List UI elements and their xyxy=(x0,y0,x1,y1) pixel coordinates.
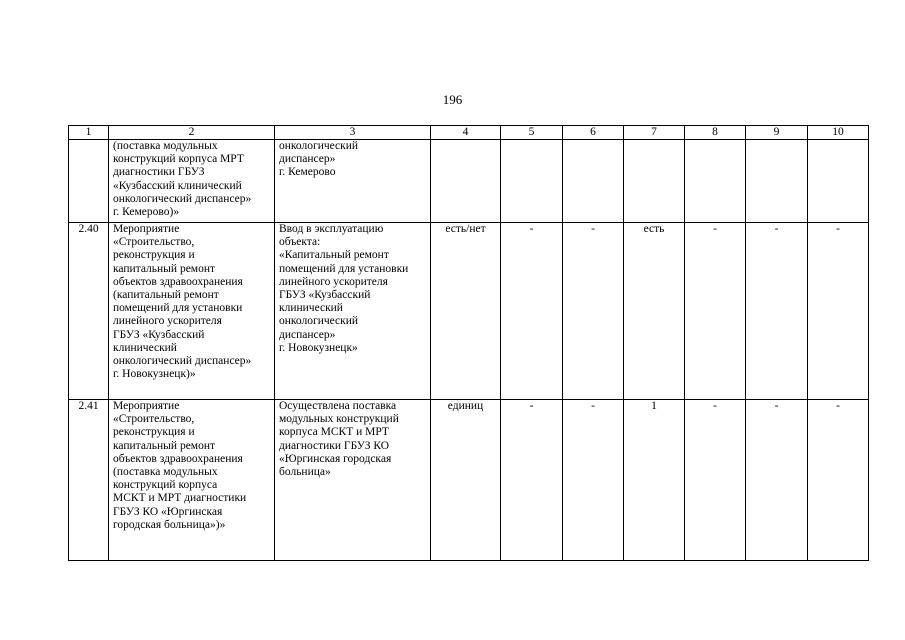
measure-line: объектов здравоохранения xyxy=(113,275,243,288)
value-col-7: есть xyxy=(624,223,685,400)
value-col-7: 1 xyxy=(624,400,685,561)
measure-line: Мероприятие xyxy=(113,400,180,412)
value-col-9: - xyxy=(746,223,808,400)
measure-line: (поставка модульных xyxy=(113,466,218,479)
header-row xyxy=(69,126,869,140)
measure-description xyxy=(109,223,275,400)
result-line: корпуса МСКТ и МРТ xyxy=(279,426,389,439)
row-number: 2.40 xyxy=(69,223,109,400)
value-col-6: - xyxy=(563,400,624,561)
result-line: «Юргинская городская xyxy=(279,452,392,465)
result-line: г. Новокузнецк» xyxy=(279,341,358,354)
measure-line: онкологический диспансер» xyxy=(113,355,252,368)
page-number: 196 xyxy=(442,92,463,107)
header-cell-9: 9 xyxy=(746,126,808,140)
result-line: «Капитальный ремонт xyxy=(279,249,389,262)
value-col-10: - xyxy=(808,400,869,561)
header-cell-4: 4 xyxy=(431,126,501,140)
unit-cell: единиц xyxy=(431,400,501,561)
row-number: 2.41 xyxy=(69,400,109,561)
result-line: диспансер» xyxy=(279,328,336,341)
unit-cell xyxy=(431,140,501,223)
result-line: помещений для установки xyxy=(279,262,409,275)
table-row xyxy=(69,400,869,561)
measure-line: «Кузбасский клинический xyxy=(113,179,242,192)
value-col-5 xyxy=(501,140,563,223)
header-cell-1: 1 xyxy=(69,126,109,140)
measure-description xyxy=(109,140,275,223)
measure-line: диагностики ГБУЗ xyxy=(113,166,205,179)
measure-line: линейного ускорителя xyxy=(113,315,222,328)
measure-line: г. Кемерово)» xyxy=(113,206,180,219)
result-line: модульных конструкций xyxy=(279,413,399,426)
value-col-8: - xyxy=(685,400,746,561)
result-line: онкологический xyxy=(279,140,359,152)
header-cell-7: 7 xyxy=(624,126,685,140)
value-col-5: - xyxy=(501,223,563,400)
result-line: Осуществлена поставка xyxy=(279,400,397,412)
header-cell-3: 3 xyxy=(275,126,431,140)
measure-line: г. Новокузнецк)» xyxy=(113,368,196,381)
measure-line: объектов здравоохранения xyxy=(113,452,243,465)
result-line: линейного ускорителя xyxy=(279,275,388,288)
result-line: больница» xyxy=(279,466,331,479)
measure-line: помещений для установки xyxy=(113,302,243,315)
value-col-10 xyxy=(808,140,869,223)
header-cell-6: 6 xyxy=(563,126,624,140)
result-description xyxy=(275,400,431,561)
result-line: ГБУЗ «Кузбасский xyxy=(279,289,371,302)
row-number xyxy=(69,140,109,223)
value-col-9 xyxy=(746,140,808,223)
value-col-8 xyxy=(685,140,746,223)
unit-cell: есть/нет xyxy=(431,223,501,400)
measure-line: (капитальный ремонт xyxy=(113,289,219,302)
result-line: онкологический xyxy=(279,315,359,328)
table-row xyxy=(69,223,869,400)
measure-line: реконструкция и xyxy=(113,426,195,439)
result-description xyxy=(275,223,431,400)
result-line: г. Кемерово xyxy=(279,166,336,179)
measure-description xyxy=(109,400,275,561)
measure-line: капитальный ремонт xyxy=(113,439,216,452)
result-line: объекта: xyxy=(279,236,321,249)
measure-line: МСКТ и МРТ диагностики xyxy=(113,492,247,505)
value-col-6 xyxy=(563,140,624,223)
measure-line: конструкций корпуса МРТ xyxy=(113,153,244,166)
measure-line: «Строительство, xyxy=(113,413,195,426)
value-col-6: - xyxy=(563,223,624,400)
result-line: диспансер» xyxy=(279,153,336,166)
value-col-9: - xyxy=(746,400,808,561)
result-description xyxy=(275,140,431,223)
measure-line: клинический xyxy=(113,341,177,354)
value-col-7 xyxy=(624,140,685,223)
measure-line: онкологический диспансер» xyxy=(113,192,252,205)
measure-line: капитальный ремонт xyxy=(113,262,216,275)
indicators-table xyxy=(68,125,869,561)
measure-line: (поставка модульных xyxy=(113,140,218,152)
header-cell-5: 5 xyxy=(501,126,563,140)
value-col-8: - xyxy=(685,223,746,400)
table-row xyxy=(69,140,869,223)
result-line: клинический xyxy=(279,302,343,315)
measure-line: городская больница»)» xyxy=(113,518,226,531)
result-line: диагностики ГБУЗ КО xyxy=(279,439,390,452)
header-cell-8: 8 xyxy=(685,126,746,140)
measure-line: ГБУЗ КО «Юргинская xyxy=(113,505,223,518)
value-col-10: - xyxy=(808,223,869,400)
header-cell-2: 2 xyxy=(109,126,275,140)
measure-line: Мероприятие xyxy=(113,223,180,235)
measure-line: «Строительство, xyxy=(113,236,195,249)
result-line: Ввод в эксплуатацию xyxy=(279,223,384,235)
measure-line: реконструкция и xyxy=(113,249,195,262)
measure-line: конструкций корпуса xyxy=(113,479,218,492)
header-cell-10: 10 xyxy=(808,126,869,140)
value-col-5: - xyxy=(501,400,563,561)
measure-line: ГБУЗ «Кузбасский xyxy=(113,328,205,341)
